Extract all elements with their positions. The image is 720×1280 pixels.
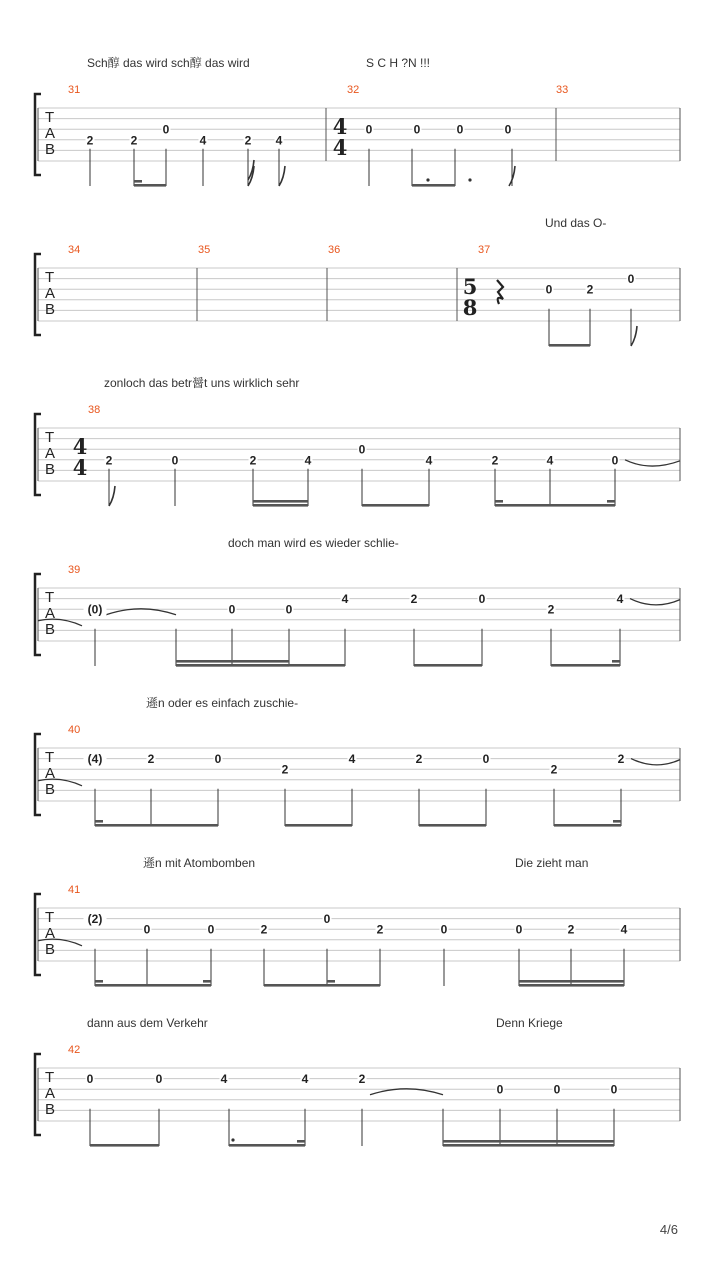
page-number: 4/6 (659, 1222, 678, 1237)
fret-number: 4 (275, 133, 283, 148)
measure-number: 33 (556, 84, 569, 96)
tab-system (35, 375, 680, 507)
fret-number: (2) (87, 912, 103, 927)
fret-number: 4 (304, 453, 312, 468)
beam (176, 664, 289, 667)
beam-hook (612, 660, 620, 663)
quarter-rest-icon (497, 280, 503, 304)
fret-number: 2 (249, 453, 257, 468)
tab-clef-letter: A (45, 605, 56, 622)
fret-number: (4) (87, 752, 103, 767)
tab-system (35, 696, 680, 827)
fret-number: 0 (496, 1082, 504, 1097)
measure-number: 31 (68, 84, 81, 96)
fret-number: 2 (376, 922, 384, 937)
beam-hook (95, 820, 103, 823)
fret-number: 4 (616, 592, 624, 607)
beam (551, 664, 620, 667)
fret-number: 2 (491, 453, 499, 468)
beam (495, 504, 615, 507)
beam (519, 984, 624, 987)
fret-number: 0 (162, 122, 170, 137)
tab-clef-letter: B (45, 141, 56, 158)
note-flag (279, 166, 285, 186)
note-flag (248, 160, 254, 180)
fret-number: 0 (456, 122, 464, 137)
rhythm-dot (231, 1138, 234, 1141)
tab-clef-letter: T (45, 589, 55, 606)
beam-hook (495, 500, 503, 503)
beam (264, 984, 380, 987)
fret-number: (0) (87, 602, 103, 617)
time-signature-bottom: 8 (462, 295, 478, 320)
measure-number: 38 (88, 404, 101, 416)
fret-number: 0 (228, 602, 236, 617)
tab-system (35, 1016, 680, 1147)
fret-number: 4 (341, 592, 349, 607)
fret-number: 0 (553, 1082, 561, 1097)
fret-number: 2 (260, 922, 268, 937)
tab-clef-letter: A (45, 1085, 56, 1102)
fret-number: 0 (323, 912, 331, 927)
tab-clef-letter: T (45, 109, 55, 126)
fret-number: 0 (478, 592, 486, 607)
beam (134, 184, 166, 187)
tie-arc (630, 599, 680, 605)
beam (443, 1144, 614, 1147)
fret-number: 0 (627, 272, 635, 287)
tab-system (35, 55, 680, 187)
fret-number: 4 (301, 1072, 309, 1087)
fret-number: 2 (86, 133, 94, 148)
fret-number: 4 (620, 922, 628, 937)
fret-number: 0 (143, 922, 151, 937)
tab-clef-letter: A (45, 285, 56, 302)
fret-number: 0 (413, 122, 421, 137)
rhythm-dot (426, 178, 429, 181)
time-signature-bottom: 4 (332, 135, 348, 160)
tab-clef-letter: A (45, 445, 56, 462)
measure-number: 35 (198, 244, 211, 256)
fret-number: 0 (545, 282, 553, 297)
beam-hook (134, 180, 142, 183)
time-signature-bottom: 4 (72, 455, 88, 480)
measure-number: 32 (347, 84, 360, 96)
beam-hook (95, 980, 103, 983)
beam-hook (297, 1140, 305, 1143)
fret-number: 2 (130, 133, 138, 148)
tab-clef-letter: A (45, 765, 56, 782)
fret-number: 2 (358, 1072, 366, 1087)
beam-hook (327, 980, 335, 983)
tab-clef-letter: B (45, 461, 56, 478)
beam (95, 824, 218, 827)
fret-number: 2 (586, 282, 594, 297)
lyric-text: Sch醇 das wird sch醇 das wird (87, 56, 250, 70)
beam (285, 824, 352, 827)
tab-clef-letter: T (45, 909, 55, 926)
fret-number: 2 (147, 752, 155, 767)
fret-number: 2 (547, 602, 555, 617)
measure-number: 36 (328, 244, 341, 256)
fret-number: 0 (482, 752, 490, 767)
fret-number: 0 (155, 1072, 163, 1087)
beam-hook (203, 980, 211, 983)
lyric-text: doch man wird es wieder schlie- (228, 536, 399, 550)
note-flag (631, 326, 637, 346)
rhythm-dot (468, 178, 471, 181)
beam-hook (607, 500, 615, 503)
measure-number: 39 (68, 564, 81, 576)
tab-system (35, 536, 680, 667)
beam (443, 1140, 614, 1143)
time-signature-top: 4 (72, 434, 88, 459)
beam (519, 980, 624, 983)
fret-number: 2 (281, 762, 289, 777)
beam (176, 660, 289, 663)
fret-number: 0 (610, 1082, 618, 1097)
beam (419, 824, 486, 827)
measure-number: 37 (478, 244, 491, 256)
tie-arc (631, 759, 680, 765)
fret-number: 0 (214, 752, 222, 767)
tab-clef-letter: T (45, 1069, 55, 1086)
beam (229, 1144, 305, 1147)
beam (253, 504, 308, 507)
tab-system (35, 856, 680, 987)
beam (549, 344, 590, 347)
fret-number: 0 (86, 1072, 94, 1087)
time-signature-top: 5 (462, 274, 478, 299)
tab-clef-letter: B (45, 781, 56, 798)
beam (95, 984, 211, 987)
lyric-text: Denn Kriege (496, 1016, 563, 1030)
tab-clef-letter: A (45, 125, 56, 142)
beam (253, 500, 308, 503)
fret-number: 0 (515, 922, 523, 937)
tab-clef-letter: B (45, 621, 56, 638)
fret-number: 0 (440, 922, 448, 937)
lyric-text: zonloch das betr醤t uns wirklich sehr (104, 376, 300, 390)
fret-number: 4 (348, 752, 356, 767)
beam (362, 504, 429, 507)
measure-number: 40 (68, 724, 81, 736)
fret-number: 0 (365, 122, 373, 137)
fret-number: 0 (504, 122, 512, 137)
lyric-text: Die zieht man (515, 856, 589, 870)
note-flag (109, 486, 115, 506)
lyric-text: 遜n oder es einfach zuschie- (146, 696, 299, 710)
fret-number: 0 (171, 453, 179, 468)
beam (414, 664, 482, 667)
beam (554, 824, 621, 827)
tie-arc (370, 1089, 443, 1095)
fret-number: 0 (358, 442, 366, 457)
tab-clef-letter: B (45, 1101, 56, 1118)
tie-arc (625, 460, 680, 466)
measure-number: 41 (68, 884, 81, 896)
measure-number: 34 (68, 244, 81, 256)
tab-clef-letter: T (45, 429, 55, 446)
fret-number: 2 (550, 762, 558, 777)
beam (412, 184, 455, 187)
fret-number: 2 (410, 592, 418, 607)
time-signature-top: 4 (332, 114, 348, 139)
fret-number: 4 (220, 1072, 228, 1087)
fret-number: 2 (567, 922, 575, 937)
fret-number: 2 (244, 133, 252, 148)
fret-number: 4 (546, 453, 554, 468)
lyric-text: dann aus dem Verkehr (87, 1016, 208, 1030)
tab-clef-letter: B (45, 941, 56, 958)
fret-number: 4 (199, 133, 207, 148)
fret-number: 4 (425, 453, 433, 468)
fret-number: 0 (611, 453, 619, 468)
fret-number: 2 (105, 453, 113, 468)
beam-hook (613, 820, 621, 823)
tab-clef-letter: A (45, 925, 56, 942)
lyric-text: Und das O- (545, 216, 607, 230)
fret-number: 2 (617, 752, 625, 767)
fret-number: 2 (415, 752, 423, 767)
beam (90, 1144, 159, 1147)
tab-clef-letter: B (45, 301, 56, 318)
lyric-text: S C H ?N !!! (366, 56, 431, 70)
tab-clef-letter: T (45, 269, 55, 286)
fret-number: 0 (285, 602, 293, 617)
lyric-text: 遜n mit Atombomben (143, 856, 256, 870)
measure-number: 42 (68, 1044, 81, 1056)
tab-clef-letter: T (45, 749, 55, 766)
tab-system (35, 216, 680, 347)
fret-number: 0 (207, 922, 215, 937)
